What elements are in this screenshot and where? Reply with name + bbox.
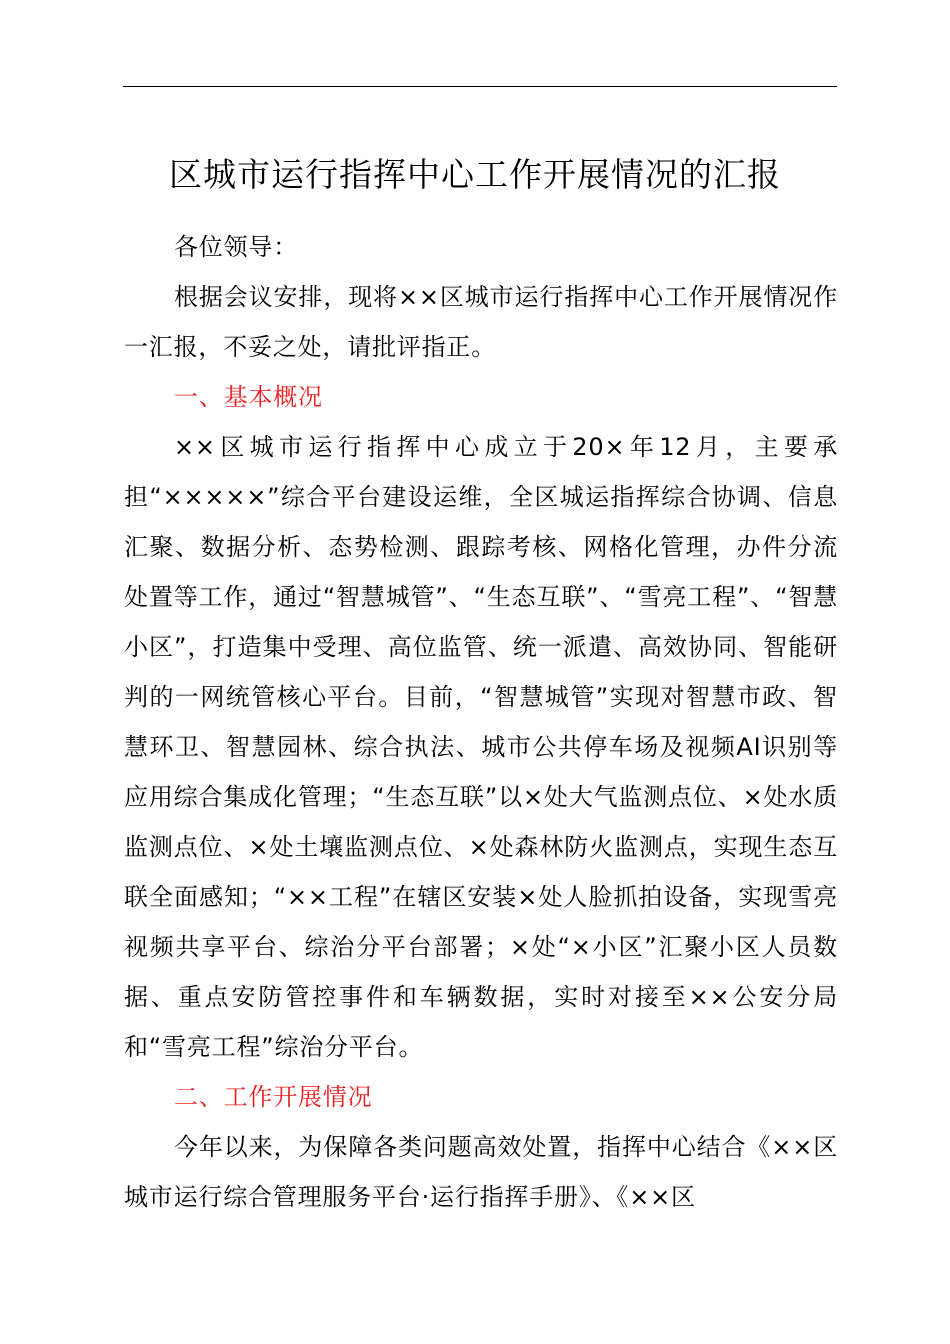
salutation: 各位领导： [174, 233, 298, 261]
section-heading-2: 二、工作开展情况 [174, 1083, 373, 1111]
document-body [124, 222, 838, 1222]
intro-paragraph: 根据会议安排，现将××区城市运行指挥中心工作开展情况作一汇报，不妥之处，请批评指正。 [124, 283, 838, 361]
overview-paragraph: ××区城市运行指挥中心成立于20×年12月，主要承担“×××××”综合平台建设运维，全区城运指挥综合协调、信息汇聚、数据分析、态势检测、跟踪考核、网格化管理，办件分流处置等工作，通过“智慧城管”、“生态互联”、“雪亮工程”、“智慧小区”，打造集中受理、高位监管、统一派遣、高效协同、智能研判的一网统管核心平台。目前，“智慧城管”实现对智慧市政、智慧环卫、智慧园林、综合执法、城市公共停车场及视频AI识别等应用综合集成化管理；“生态互联”以×处大气监测点位、×处水质监测点位、×处土壤监测点位、×处森林防火监测点，实现生态互联全面感知；“××工程”在辖区安装×处人脸抓拍设备，实现雪亮视频共享平台、综治分平台部署；×处“×小区”汇聚小区人员数据、重点安防管控事件和车辆数据，实时对接至××公安分局和“雪亮工程”综治分平台。 [124, 433, 838, 1061]
work-paragraph: 今年以来，为保障各类问题高效处置，指挥中心结合《××区城市运行综合管理服务平台·运行指挥手册》、《××区 [124, 1133, 838, 1211]
document-title: 区城市运行指挥中心工作开展情况的汇报 [169, 155, 781, 194]
section-heading-1: 一、基本概况 [174, 383, 323, 411]
header-rule [123, 86, 837, 87]
